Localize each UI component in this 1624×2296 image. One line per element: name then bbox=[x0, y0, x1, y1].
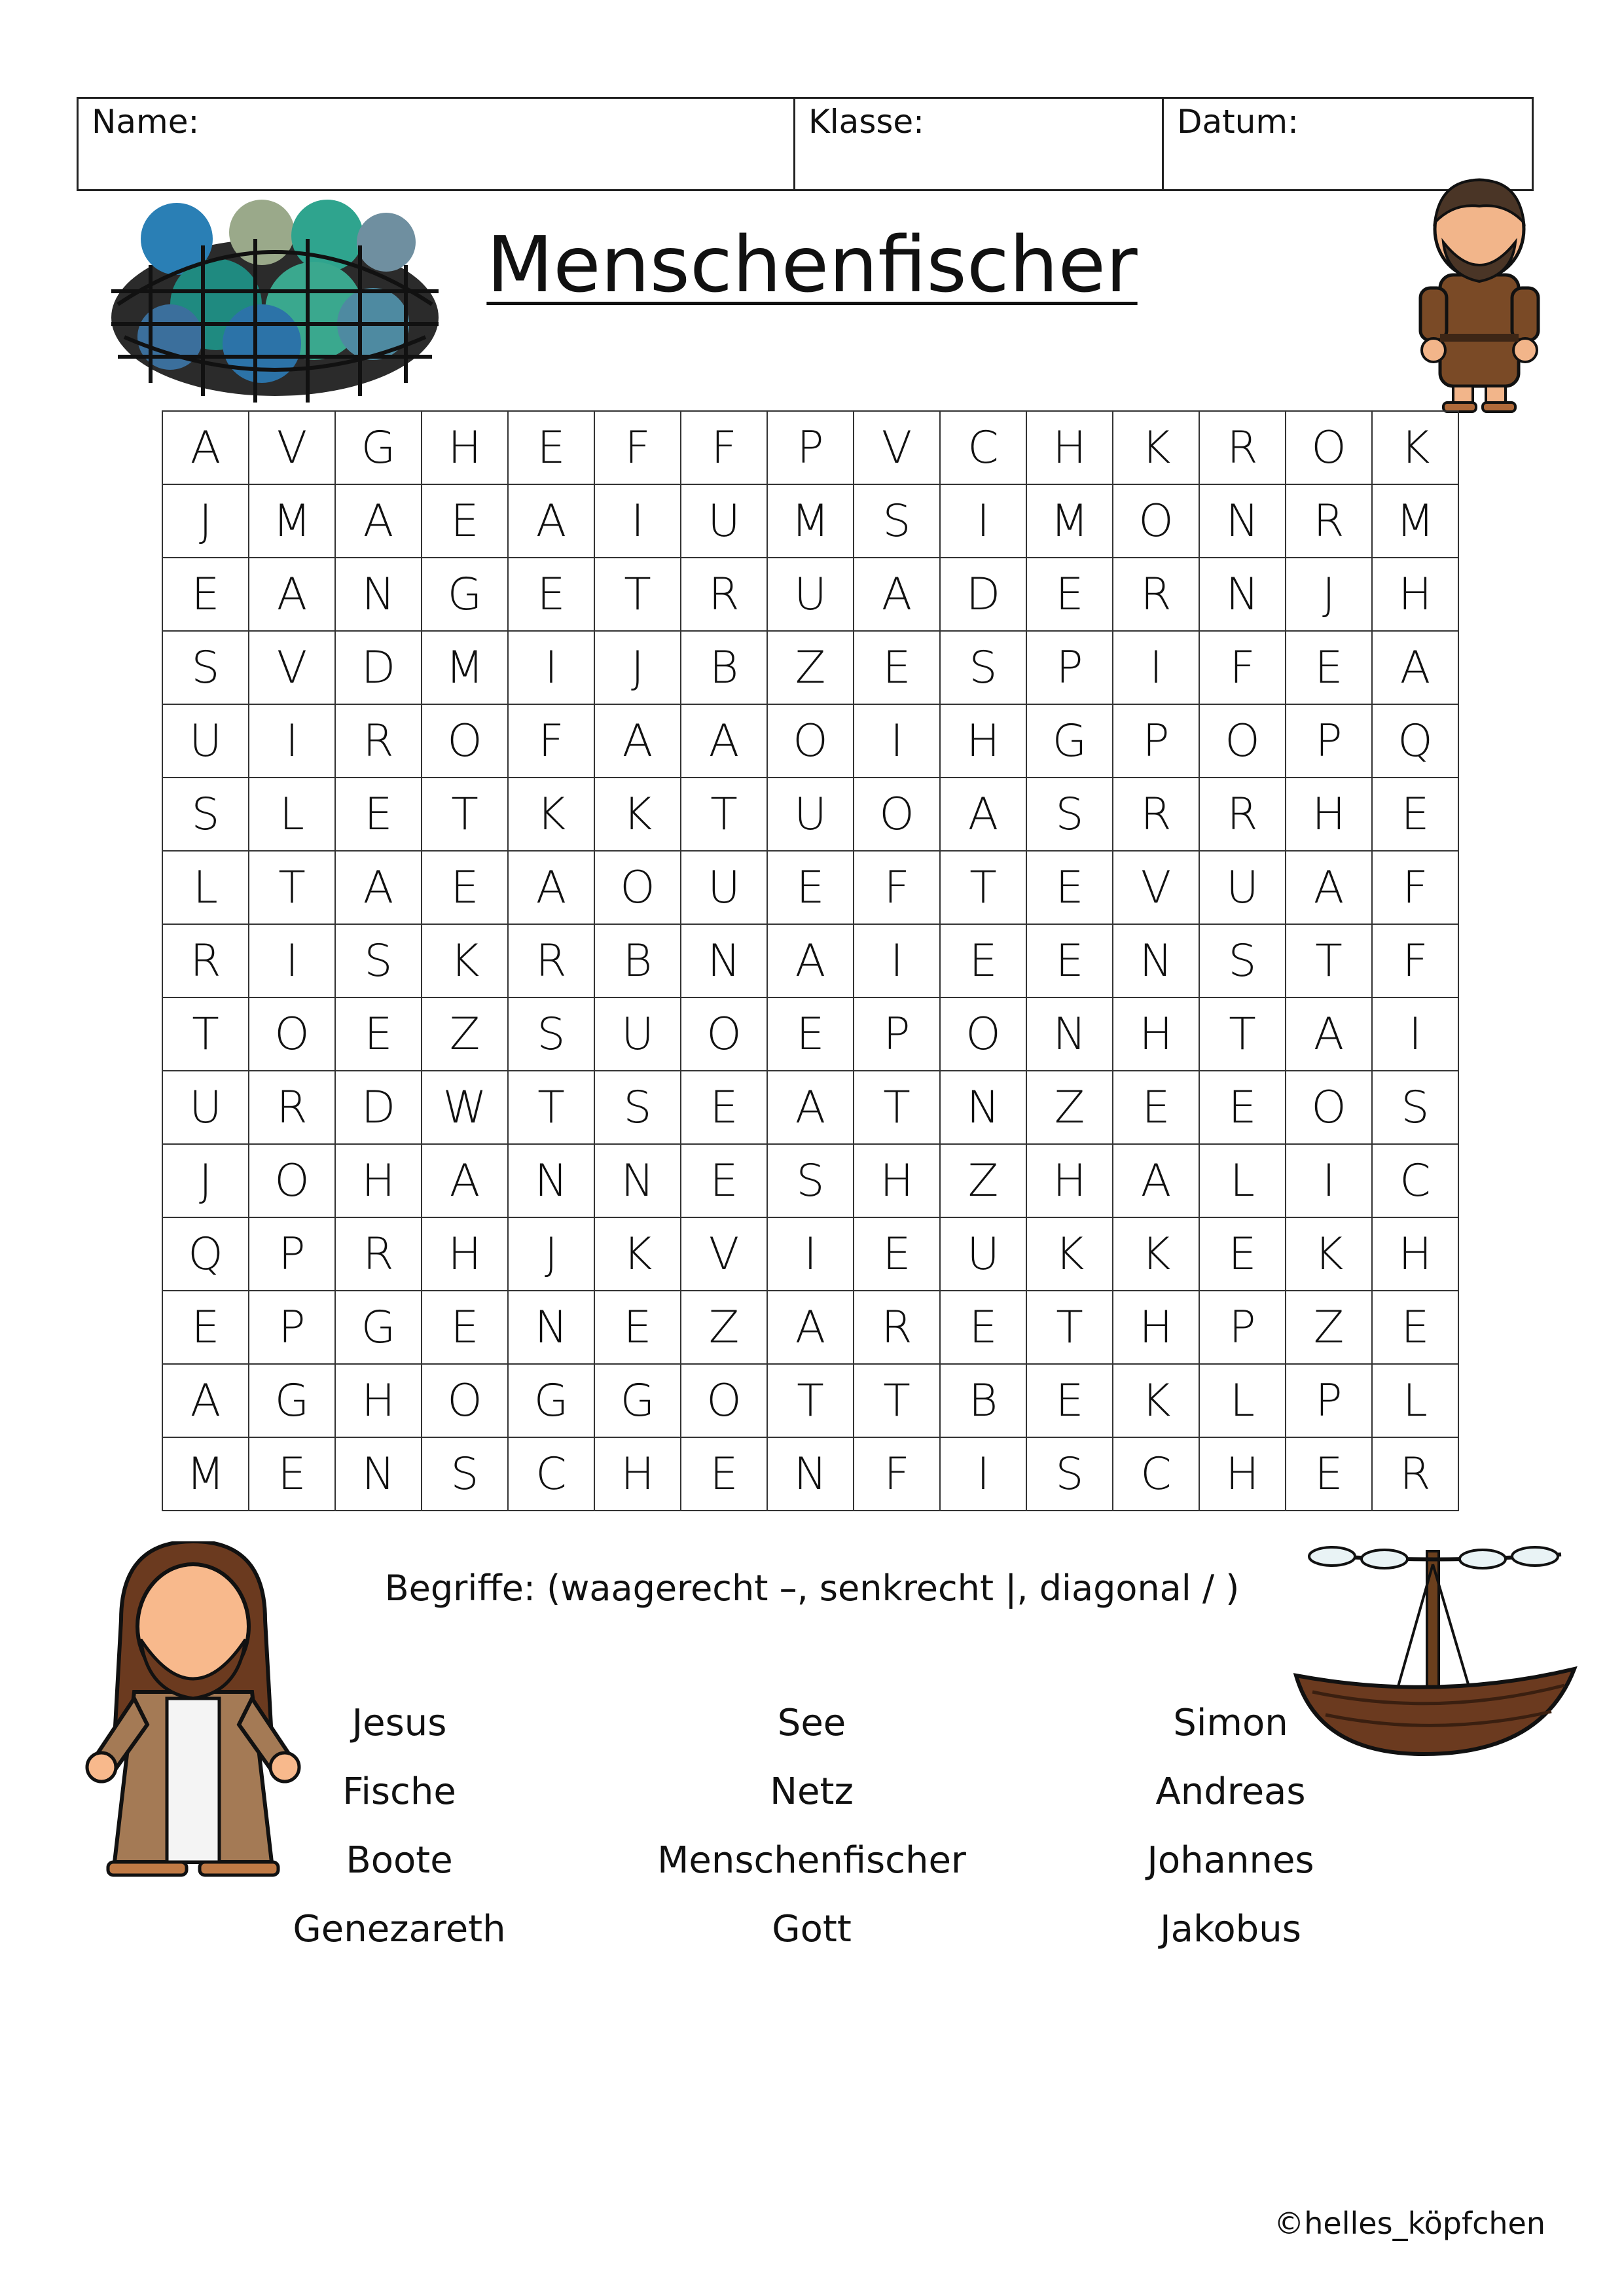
grid-cell[interactable]: A bbox=[1286, 998, 1373, 1071]
grid-cell[interactable]: A bbox=[509, 852, 595, 925]
grid-cell[interactable]: A bbox=[1373, 632, 1459, 705]
grid-cell[interactable]: L bbox=[1200, 1365, 1286, 1438]
grid-cell[interactable]: G bbox=[422, 558, 509, 632]
grid-cell[interactable]: K bbox=[595, 1218, 681, 1291]
grid-cell[interactable]: E bbox=[681, 1145, 768, 1218]
grid-cell[interactable]: F bbox=[1373, 925, 1459, 998]
grid-cell[interactable]: R bbox=[854, 1291, 941, 1365]
grid-cell[interactable]: A bbox=[941, 778, 1027, 852]
grid-cell[interactable]: I bbox=[509, 632, 595, 705]
grid-cell[interactable]: J bbox=[509, 1218, 595, 1291]
grid-cell[interactable]: T bbox=[1200, 998, 1286, 1071]
grid-cell[interactable]: K bbox=[422, 925, 509, 998]
grid-cell[interactable]: F bbox=[854, 852, 941, 925]
grid-cell[interactable]: T bbox=[1027, 1291, 1113, 1365]
grid-cell[interactable]: B bbox=[595, 925, 681, 998]
word-search-grid bbox=[162, 410, 1459, 1511]
grid-cell[interactable]: P bbox=[1113, 705, 1200, 778]
grid-cell[interactable]: N bbox=[1113, 925, 1200, 998]
grid-cell[interactable]: Q bbox=[163, 1218, 249, 1291]
grid-cell[interactable]: U bbox=[163, 1071, 249, 1145]
grid-cell[interactable]: M bbox=[163, 1438, 249, 1511]
grid-cell[interactable]: Z bbox=[422, 998, 509, 1071]
grid-cell[interactable]: N bbox=[509, 1145, 595, 1218]
grid-cell[interactable]: Z bbox=[768, 632, 854, 705]
grid-cell[interactable]: S bbox=[768, 1145, 854, 1218]
word-item: Netz bbox=[770, 1770, 854, 1813]
grid-cell[interactable]: V bbox=[1113, 852, 1200, 925]
grid-cell[interactable]: A bbox=[768, 1291, 854, 1365]
grid-cell[interactable]: G bbox=[509, 1365, 595, 1438]
grid-cell[interactable]: E bbox=[1286, 632, 1373, 705]
disciple-figure-icon bbox=[1407, 177, 1551, 419]
grid-cell[interactable]: R bbox=[509, 925, 595, 998]
grid-cell[interactable]: E bbox=[422, 485, 509, 558]
grid-cell[interactable]: Z bbox=[1027, 1071, 1113, 1145]
grid-cell[interactable]: E bbox=[249, 1438, 336, 1511]
grid-cell[interactable]: E bbox=[768, 852, 854, 925]
grid-cell[interactable]: K bbox=[509, 778, 595, 852]
grid-cell[interactable]: P bbox=[1200, 1291, 1286, 1365]
grid-cell[interactable]: V bbox=[249, 632, 336, 705]
grid-cell[interactable]: R bbox=[681, 558, 768, 632]
grid-cell[interactable]: E bbox=[336, 998, 422, 1071]
grid-cell[interactable]: T bbox=[854, 1071, 941, 1145]
grid-cell[interactable]: T bbox=[854, 1365, 941, 1438]
grid-cell[interactable]: F bbox=[509, 705, 595, 778]
grid-cell[interactable]: E bbox=[854, 632, 941, 705]
grid-cell[interactable]: U bbox=[681, 852, 768, 925]
grid-cell[interactable]: K bbox=[1113, 412, 1200, 485]
grid-cell[interactable]: R bbox=[1200, 412, 1286, 485]
grid-cell[interactable]: C bbox=[1113, 1438, 1200, 1511]
grid-cell[interactable]: N bbox=[595, 1145, 681, 1218]
grid-cell[interactable]: T bbox=[422, 778, 509, 852]
grid-cell[interactable]: C bbox=[941, 412, 1027, 485]
header-box bbox=[77, 97, 1534, 191]
grid-cell[interactable]: M bbox=[422, 632, 509, 705]
grid-cell[interactable]: H bbox=[1200, 1438, 1286, 1511]
grid-cell[interactable]: O bbox=[941, 998, 1027, 1071]
grid-cell[interactable]: O bbox=[681, 998, 768, 1071]
word-item: Boote bbox=[346, 1839, 453, 1882]
fishing-net-icon bbox=[98, 187, 452, 409]
grid-cell[interactable]: E bbox=[1113, 1071, 1200, 1145]
grid-cell[interactable]: T bbox=[163, 998, 249, 1071]
grid-cell[interactable]: E bbox=[768, 998, 854, 1071]
grid-cell[interactable]: K bbox=[1113, 1365, 1200, 1438]
grid-cell[interactable]: R bbox=[336, 705, 422, 778]
grid-cell[interactable]: E bbox=[509, 412, 595, 485]
grid-cell[interactable]: N bbox=[509, 1291, 595, 1365]
word-item: See bbox=[777, 1702, 846, 1744]
grid-cell[interactable]: G bbox=[336, 412, 422, 485]
name-field[interactable] bbox=[79, 99, 795, 189]
grid-cell[interactable]: E bbox=[1373, 778, 1459, 852]
grid-cell[interactable]: O bbox=[681, 1365, 768, 1438]
grid-cell[interactable]: I bbox=[941, 485, 1027, 558]
word-item: Fische bbox=[342, 1770, 456, 1813]
grid-cell[interactable]: J bbox=[595, 632, 681, 705]
grid-cell[interactable]: E bbox=[509, 558, 595, 632]
grid-cell[interactable]: U bbox=[595, 998, 681, 1071]
grid-cell[interactable]: F bbox=[1373, 852, 1459, 925]
grid-cell[interactable]: G bbox=[336, 1291, 422, 1365]
grid-cell[interactable]: W bbox=[422, 1071, 509, 1145]
grid-cell[interactable]: T bbox=[509, 1071, 595, 1145]
grid-cell[interactable]: S bbox=[1027, 1438, 1113, 1511]
grid-cell[interactable]: H bbox=[336, 1145, 422, 1218]
grid-cell[interactable]: S bbox=[854, 485, 941, 558]
grid-cell[interactable]: F bbox=[854, 1438, 941, 1511]
grid-cell[interactable]: N bbox=[768, 1438, 854, 1511]
word-item: Andreas bbox=[1155, 1770, 1306, 1813]
grid-cell[interactable]: T bbox=[941, 852, 1027, 925]
grid-cell[interactable]: E bbox=[1200, 1218, 1286, 1291]
grid-cell[interactable]: J bbox=[1286, 558, 1373, 632]
grid-cell[interactable]: Z bbox=[1286, 1291, 1373, 1365]
grid-cell[interactable]: P bbox=[1027, 632, 1113, 705]
grid-cell[interactable]: D bbox=[941, 558, 1027, 632]
grid-cell[interactable]: I bbox=[595, 485, 681, 558]
grid-cell[interactable]: C bbox=[509, 1438, 595, 1511]
date-label: Datum: bbox=[1177, 103, 1299, 141]
grid-cell[interactable]: O bbox=[1113, 485, 1200, 558]
word-item: Johannes bbox=[1147, 1839, 1314, 1882]
grid-cell[interactable]: R bbox=[163, 925, 249, 998]
grid-cell[interactable]: J bbox=[163, 485, 249, 558]
grid-cell[interactable]: U bbox=[681, 485, 768, 558]
grid-cell[interactable]: O bbox=[1200, 705, 1286, 778]
grid-cell[interactable]: F bbox=[681, 412, 768, 485]
grid-cell[interactable]: I bbox=[1286, 1145, 1373, 1218]
grid-cell[interactable]: H bbox=[1286, 778, 1373, 852]
grid-cell[interactable]: I bbox=[249, 705, 336, 778]
grid-cell[interactable]: P bbox=[768, 412, 854, 485]
grid-cell[interactable]: N bbox=[336, 1438, 422, 1511]
grid-cell[interactable]: E bbox=[1027, 558, 1113, 632]
grid-cell[interactable]: I bbox=[1113, 632, 1200, 705]
grid-cell[interactable]: A bbox=[768, 1071, 854, 1145]
instructions: Begriffe: (waagerecht –, senkrecht |, diagonal / ) bbox=[384, 1568, 1240, 1609]
grid-cell[interactable]: I bbox=[249, 925, 336, 998]
grid-cell[interactable]: R bbox=[1286, 485, 1373, 558]
grid-cell[interactable]: R bbox=[1200, 778, 1286, 852]
grid-cell[interactable]: P bbox=[854, 998, 941, 1071]
grid-cell[interactable]: L bbox=[1200, 1145, 1286, 1218]
grid-cell[interactable]: E bbox=[854, 1218, 941, 1291]
grid-cell[interactable]: Z bbox=[941, 1145, 1027, 1218]
grid-cell[interactable]: E bbox=[941, 925, 1027, 998]
grid-cell[interactable]: O bbox=[249, 998, 336, 1071]
page-title: Menschenfischer bbox=[486, 219, 1138, 310]
grid-cell[interactable]: K bbox=[1286, 1218, 1373, 1291]
grid-cell[interactable]: H bbox=[422, 412, 509, 485]
grid-cell[interactable]: O bbox=[422, 705, 509, 778]
grid-cell[interactable]: E bbox=[1027, 925, 1113, 998]
grid-cell[interactable]: I bbox=[854, 925, 941, 998]
grid-cell[interactable]: O bbox=[595, 852, 681, 925]
grid-cell[interactable]: N bbox=[1200, 558, 1286, 632]
grid-cell[interactable]: E bbox=[1286, 1438, 1373, 1511]
grid-cell[interactable]: E bbox=[595, 1291, 681, 1365]
grid-cell[interactable]: N bbox=[1027, 998, 1113, 1071]
grid-cell[interactable]: A bbox=[336, 485, 422, 558]
grid-cell[interactable]: A bbox=[1113, 1145, 1200, 1218]
grid-cell[interactable]: S bbox=[1027, 778, 1113, 852]
grid-cell[interactable]: P bbox=[249, 1218, 336, 1291]
grid-cell[interactable]: A bbox=[768, 925, 854, 998]
grid-cell[interactable]: N bbox=[1200, 485, 1286, 558]
grid-cell[interactable]: V bbox=[249, 412, 336, 485]
grid-cell[interactable]: E bbox=[163, 558, 249, 632]
class-field[interactable] bbox=[795, 99, 1164, 189]
grid-cell[interactable]: B bbox=[941, 1365, 1027, 1438]
grid-cell[interactable]: P bbox=[1286, 1365, 1373, 1438]
grid-cell[interactable]: K bbox=[1027, 1218, 1113, 1291]
grid-cell[interactable]: U bbox=[163, 705, 249, 778]
grid-cell[interactable]: L bbox=[1373, 1365, 1459, 1438]
grid-cell[interactable]: P bbox=[249, 1291, 336, 1365]
grid-cell[interactable]: S bbox=[336, 925, 422, 998]
grid-cell[interactable]: A bbox=[422, 1145, 509, 1218]
grid-cell[interactable]: M bbox=[1027, 485, 1113, 558]
grid-cell[interactable]: L bbox=[163, 852, 249, 925]
grid-cell[interactable]: F bbox=[1200, 632, 1286, 705]
grid-cell[interactable]: E bbox=[1373, 1291, 1459, 1365]
grid-cell[interactable]: H bbox=[1027, 412, 1113, 485]
grid-cell[interactable]: K bbox=[1113, 1218, 1200, 1291]
grid-cell[interactable]: A bbox=[336, 852, 422, 925]
grid-cell[interactable]: A bbox=[595, 705, 681, 778]
grid-cell[interactable]: M bbox=[1373, 485, 1459, 558]
grid-cell[interactable]: M bbox=[249, 485, 336, 558]
grid-cell[interactable]: E bbox=[1027, 852, 1113, 925]
grid-cell[interactable]: S bbox=[422, 1438, 509, 1511]
grid-cell[interactable]: O bbox=[1286, 412, 1373, 485]
grid-cell[interactable]: E bbox=[681, 1071, 768, 1145]
grid-cell[interactable]: E bbox=[163, 1291, 249, 1365]
word-item: Menschenfischer bbox=[657, 1839, 966, 1882]
copyright-footer: ©helles_köpfchen bbox=[1274, 2206, 1545, 2241]
grid-cell[interactable]: S bbox=[163, 632, 249, 705]
grid-cell[interactable]: A bbox=[163, 412, 249, 485]
grid-cell[interactable]: S bbox=[595, 1071, 681, 1145]
grid-cell[interactable]: I bbox=[1373, 998, 1459, 1071]
grid-cell[interactable]: O bbox=[249, 1145, 336, 1218]
grid-cell[interactable]: A bbox=[681, 705, 768, 778]
grid-cell[interactable]: O bbox=[768, 705, 854, 778]
grid-cell[interactable]: E bbox=[941, 1291, 1027, 1365]
grid-cell[interactable]: H bbox=[1113, 998, 1200, 1071]
grid-cell[interactable]: K bbox=[595, 778, 681, 852]
grid-cell[interactable]: S bbox=[941, 632, 1027, 705]
grid-cell[interactable]: E bbox=[1200, 1071, 1286, 1145]
grid-cell[interactable]: G bbox=[1027, 705, 1113, 778]
grid-cell[interactable]: T bbox=[595, 558, 681, 632]
grid-cell[interactable]: U bbox=[768, 778, 854, 852]
grid-cell[interactable]: B bbox=[681, 632, 768, 705]
grid-cell[interactable]: A bbox=[509, 485, 595, 558]
grid-cell[interactable]: E bbox=[422, 852, 509, 925]
grid-cell[interactable]: F bbox=[595, 412, 681, 485]
class-label: Klasse: bbox=[808, 103, 925, 141]
grid-cell[interactable]: E bbox=[422, 1291, 509, 1365]
word-item: Simon bbox=[1173, 1702, 1288, 1744]
grid-cell[interactable]: R bbox=[249, 1071, 336, 1145]
grid-cell[interactable]: L bbox=[249, 778, 336, 852]
grid-cell[interactable]: E bbox=[336, 778, 422, 852]
grid-cell[interactable]: O bbox=[422, 1365, 509, 1438]
grid-cell[interactable]: U bbox=[941, 1218, 1027, 1291]
grid-cell[interactable]: H bbox=[1027, 1145, 1113, 1218]
grid-cell[interactable]: D bbox=[336, 1071, 422, 1145]
grid-cell[interactable]: D bbox=[336, 632, 422, 705]
grid-cell[interactable]: H bbox=[595, 1438, 681, 1511]
grid-cell[interactable]: S bbox=[1373, 1071, 1459, 1145]
grid-cell[interactable]: I bbox=[768, 1218, 854, 1291]
grid-cell[interactable]: A bbox=[249, 558, 336, 632]
grid-cell[interactable]: A bbox=[854, 558, 941, 632]
grid-cell[interactable]: T bbox=[681, 778, 768, 852]
grid-cell[interactable]: H bbox=[1373, 558, 1459, 632]
grid-cell[interactable]: Q bbox=[1373, 705, 1459, 778]
grid-cell[interactable]: H bbox=[1373, 1218, 1459, 1291]
grid-cell[interactable]: G bbox=[595, 1365, 681, 1438]
grid-cell[interactable]: I bbox=[941, 1438, 1027, 1511]
grid-cell[interactable]: O bbox=[854, 778, 941, 852]
grid-cell[interactable]: T bbox=[1286, 925, 1373, 998]
grid-cell[interactable]: N bbox=[336, 558, 422, 632]
grid-cell[interactable]: R bbox=[336, 1218, 422, 1291]
grid-cell[interactable]: S bbox=[1200, 925, 1286, 998]
grid-cell[interactable]: A bbox=[163, 1365, 249, 1438]
grid-cell[interactable]: K bbox=[1373, 412, 1459, 485]
grid-cell[interactable]: Z bbox=[681, 1291, 768, 1365]
word-item: Gott bbox=[772, 1908, 852, 1950]
grid-cell[interactable]: T bbox=[768, 1365, 854, 1438]
grid-cell[interactable]: V bbox=[854, 412, 941, 485]
grid-cell[interactable]: R bbox=[1113, 558, 1200, 632]
grid-cell[interactable]: U bbox=[1200, 852, 1286, 925]
grid-cell[interactable]: H bbox=[1113, 1291, 1200, 1365]
grid-cell[interactable]: E bbox=[1027, 1365, 1113, 1438]
grid-cell[interactable]: N bbox=[941, 1071, 1027, 1145]
grid-cell[interactable]: H bbox=[941, 705, 1027, 778]
name-label: Name: bbox=[92, 103, 200, 141]
date-field[interactable] bbox=[1164, 99, 1532, 189]
grid-cell[interactable]: R bbox=[1373, 1438, 1459, 1511]
grid-cell[interactable]: M bbox=[768, 485, 854, 558]
grid-cell[interactable]: N bbox=[681, 925, 768, 998]
grid-cell[interactable]: E bbox=[681, 1438, 768, 1511]
word-item: Jesus bbox=[352, 1702, 447, 1744]
grid-cell[interactable]: S bbox=[509, 998, 595, 1071]
grid-cell[interactable]: O bbox=[1286, 1071, 1373, 1145]
grid-cell[interactable]: R bbox=[1113, 778, 1200, 852]
grid-cell[interactable]: H bbox=[336, 1365, 422, 1438]
grid-cell[interactable]: G bbox=[249, 1365, 336, 1438]
word-item: Jakobus bbox=[1160, 1908, 1301, 1950]
grid-cell[interactable]: V bbox=[681, 1218, 768, 1291]
grid-cell[interactable]: C bbox=[1373, 1145, 1459, 1218]
grid-cell[interactable]: T bbox=[249, 852, 336, 925]
grid-cell[interactable]: U bbox=[768, 558, 854, 632]
grid-cell[interactable]: P bbox=[1286, 705, 1373, 778]
grid-cell[interactable]: A bbox=[1286, 852, 1373, 925]
word-item: Genezareth bbox=[293, 1908, 506, 1950]
grid-cell[interactable]: S bbox=[163, 778, 249, 852]
grid-cell[interactable]: H bbox=[854, 1145, 941, 1218]
grid-cell[interactable]: J bbox=[163, 1145, 249, 1218]
grid-cell[interactable]: I bbox=[854, 705, 941, 778]
grid-cell[interactable]: H bbox=[422, 1218, 509, 1291]
